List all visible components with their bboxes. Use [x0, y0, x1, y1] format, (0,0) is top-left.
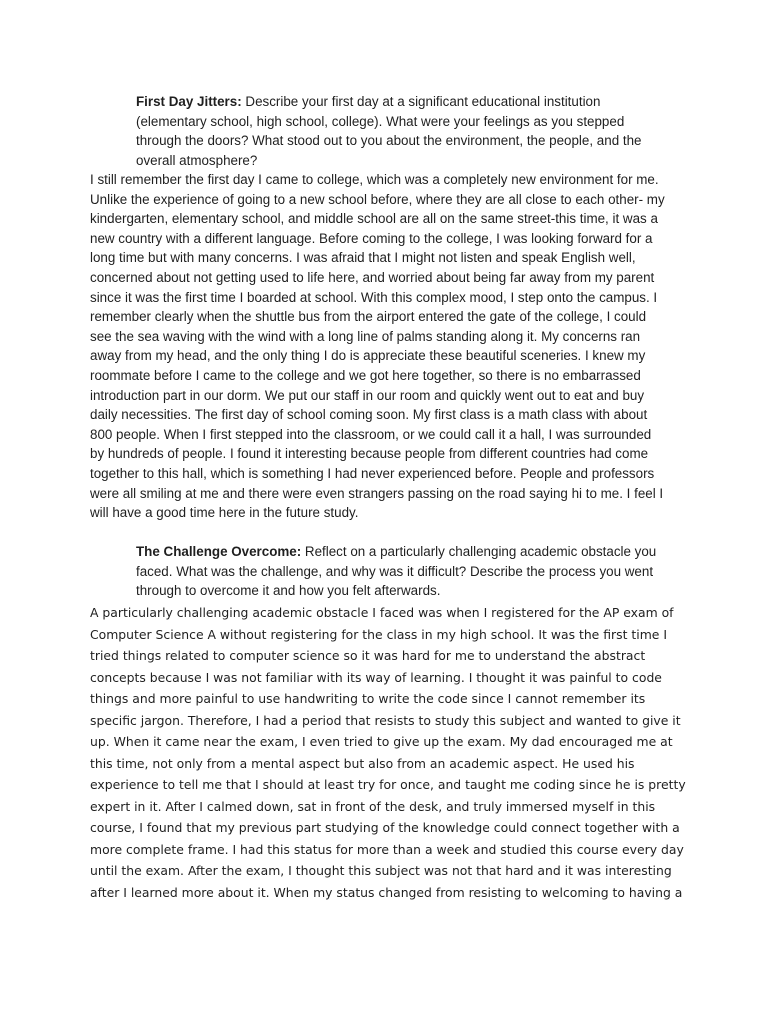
essay-line: remember clearly when the shuttle bus from the airport entered the gate of the college, I could	[90, 309, 647, 325]
essay-line: kindergarten, elementary school, and middle school are all on the same street-this time, it was a	[90, 211, 658, 227]
essay-line: expert in it. After I calmed down, sat in front of the desk, and truly immersed myself in this	[90, 798, 656, 814]
essay-line: concerned about not getting used to life here, and worried about being far away from my parent	[90, 269, 655, 285]
essay-line: 800 people. When I first stepped into the classroom, or we could call it a hall, I was surrounded	[90, 426, 652, 442]
prompt-line: through the doors? What stood out to you about the environment, the people, and the	[136, 133, 642, 149]
essay-line: specific jargon. Therefore, I had a period that resists to study this subject and wanted to give it	[90, 712, 681, 728]
essay-line: were all smiling at me and there were even strangers passing on the road saying hi to me. I feel I	[90, 485, 664, 501]
essay-first-day	[90, 170, 682, 523]
prompt-title: The Challenge Overcome:	[136, 544, 302, 559]
essay-line: until the exam. After the exam, I thought this subject was not that hard and it was interesting	[90, 863, 672, 878]
essay-line: together to this hall, which is something I had never experienced before. People and professors	[90, 465, 655, 481]
prompt-line	[136, 92, 676, 112]
essay-line: experience to tell me that I should at least try for once, and taught me coding since he is pretty	[90, 777, 686, 792]
essay-line: will have a good time here in the future study.	[90, 505, 359, 521]
essay-challenge	[90, 602, 686, 903]
essay-line: more complete frame. I had this status for more than a week and studied this course every day	[90, 841, 684, 857]
essay-line: long time but with many concerns. I was afraid that I might not listen and speak English well,	[90, 250, 636, 266]
prompt-text: Describe your first day at a significant educational institution	[241, 94, 601, 109]
essay-line: things and more painful to use handwriting to write the code since I cannot remember its	[90, 691, 646, 706]
prompt-line: overall atmosphere?	[136, 152, 258, 168]
prompt-first-day-jitters	[136, 92, 676, 170]
prompt-challenge-overcome	[136, 542, 676, 601]
prompt-title: First Day Jitters:	[136, 94, 242, 109]
essay-line: Unlike the experience of going to a new school before, where they are all close to each other- my	[90, 191, 665, 207]
essay-line: I still remember the first day I came to college, which was a completely new environment for me.	[90, 172, 659, 187]
essay-line: after I learned more about it. When my status changed from resisting to welcoming to having a	[90, 884, 683, 900]
prompt-line	[136, 542, 676, 562]
essay-line: Computer Science A without registering for the class in my high school. It was the first time I	[90, 626, 667, 642]
essay-line: this time, not only from a mental aspect but also from an academic aspect. He used his	[90, 755, 635, 771]
essay-line: roommate before I came to the college and we got here together, so there is no embarrassed	[90, 367, 641, 383]
prompt-text: Reflect on a particularly challenging academic obstacle you	[301, 544, 657, 559]
prompt-line: through to overcome it and how you felt afterwards.	[136, 583, 441, 599]
essay-line: new country with a different language. Before coming to the college, I was looking forward for a	[90, 230, 653, 246]
essay-line: since it was the first time I boarded at school. With this complex mood, I step onto the campus. I	[90, 289, 658, 305]
essay-line: introduction part in our dorm. We put our staff in our room and quickly went out to eat and buy	[90, 387, 645, 403]
essay-line: by hundreds of people. I found it interesting because people from different countries had come	[90, 446, 649, 462]
essay-line: concepts because I was not familiar with its way of learning. I thought it was painful to code	[90, 669, 662, 685]
essay-line: A particularly challenging academic obstacle I faced was when I registered for the AP exam of	[90, 605, 674, 620]
essay-line: daily necessities. The first day of school coming soon. My first class is a math class with about	[90, 407, 648, 423]
essay-line: up. When it came near the exam, I even tried to give up the exam. My dad encouraged me at	[90, 734, 673, 749]
essay-line: away from my head, and the only thing I do is appreciate these beautiful sceneries. I knew my	[90, 348, 646, 364]
prompt-line: faced. What was the challenge, and why was it difficult? Describe the process you went	[136, 563, 654, 579]
prompt-line: (elementary school, high school, college). What were your feelings as you stepped	[136, 113, 625, 129]
essay-line: tried things related to computer science so it was hard for me to understand the abstract	[90, 648, 646, 663]
essay-line: see the sea waving with the wind with a long line of palms standing along it. My concerns ran	[90, 328, 641, 344]
essay-line: course, I found that my previous part studying of the knowledge could connect together with a	[90, 820, 680, 835]
